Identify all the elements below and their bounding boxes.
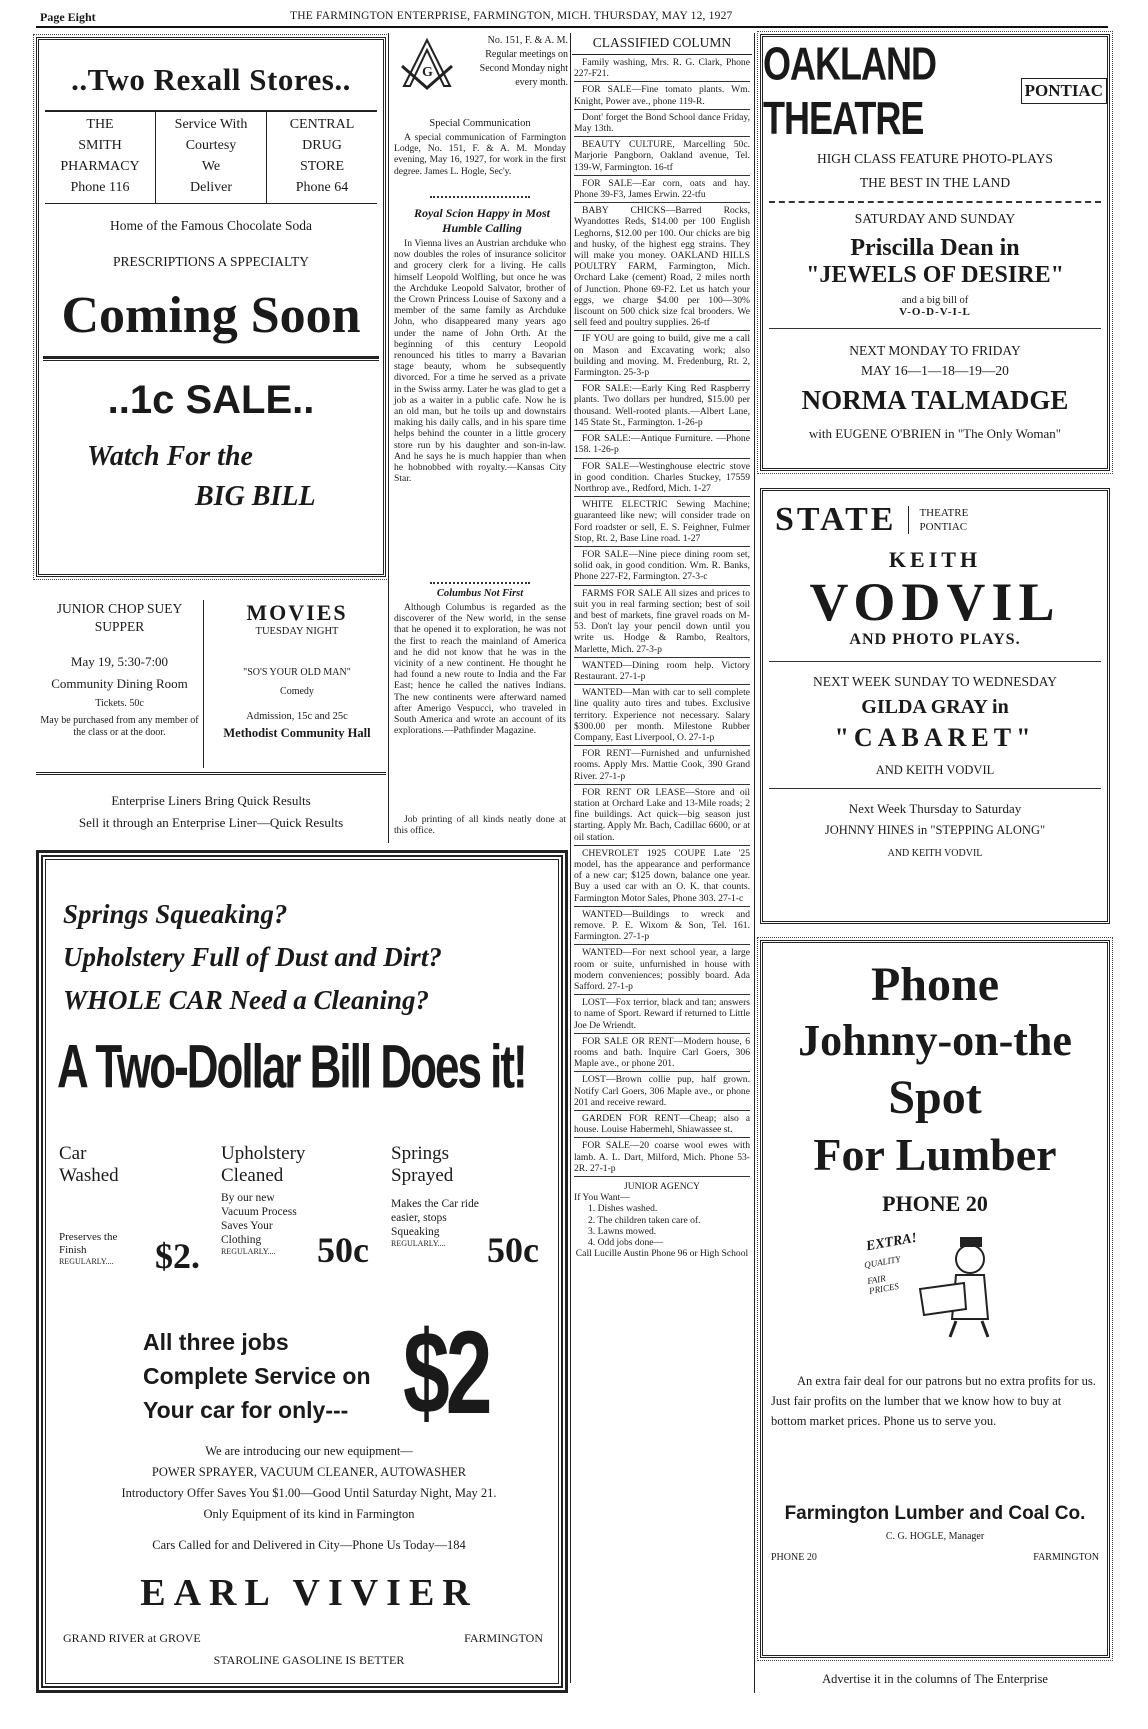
state-title: STATE — [775, 501, 897, 538]
lumber-quality: QUALITY — [863, 1253, 902, 1271]
lodge-head: No. 151, F. & A. M. — [487, 35, 568, 46]
central-line3: STORE — [299, 159, 345, 174]
oakland-line1: HIGH CLASS FEATURE PHOTO-PLAYS — [817, 151, 1053, 166]
classified-ad: CHEVROLET 1925 COUPE Late '25 model, has the appearance and performance of a new car; $125 down, balance one year. Buy a used car with an O. K. that counts. Farmington Motor Sales, Phone 303. 27-1-c — [574, 848, 750, 907]
oakland-bill: and a big bill of — [901, 295, 969, 306]
upholstery-desc: By our new Vacuum Process Saves Your Clothing — [221, 1192, 297, 1246]
header-rule — [36, 26, 1108, 28]
vivier-name: EARL VIVIER — [140, 1572, 478, 1614]
classified-ad: FOR SALE:—Antique Furniture. —Phone 158. 1-26-p — [574, 433, 750, 458]
svg-text:G: G — [422, 65, 433, 80]
advertise-line: Advertise it in the columns of The Enterprise — [822, 1672, 1048, 1686]
service-line3: We — [201, 159, 221, 174]
movies-night: TUESDAY NIGHT — [255, 626, 339, 637]
springs-desc: Makes the Car ride easier, stops Squeaking — [391, 1198, 479, 1238]
special-title: Special Communication — [429, 118, 531, 129]
oakland-theatre-ad — [760, 34, 1110, 471]
lumber-phone-number: PHONE 20 — [882, 1191, 988, 1216]
lumber-text: An extra fair deal for our patrons but no extra profits for us. Just fair profits on the lumber that we know how to buy at bottom market prices. Phone us to serve you. — [771, 1374, 1096, 1428]
vivier-address-row — [63, 1631, 543, 1646]
chop-title: JUNIOR CHOP SUEY SUPPER — [56, 601, 183, 634]
prescriptions: PRESCRIPTIONS A SPPECIALTY — [112, 254, 310, 269]
lumber-company: Farmington Lumber and Coal Co. — [784, 1503, 1086, 1524]
all-line3: Your car for only--- — [143, 1397, 349, 1423]
classified-ad: WANTED—Man with car to sell complete line quality auto tires and tubes. Exclusive territory. Experience not necessary. Salary $300.00 per month. Milestone Rubber Company, East Liverpool, O. 27-1-p — [574, 687, 750, 746]
car-washed-title: Car Washed — [59, 1143, 119, 1186]
movies-admission: Admission, 15c and 25c — [246, 711, 348, 722]
classified-ad: FOR RENT OR LEASE—Store and oil station at Orchard Lake and 13-Mile roads; 2 fine buildings. Act quick—big season just starting. Apply Mr. Bach, Cadillac 6600, or at oil station. — [574, 787, 750, 846]
all-line2: Complete Service on — [143, 1363, 371, 1389]
vivier-h1: Springs Squeaking? — [63, 899, 288, 929]
lumber-illustration — [860, 1229, 1010, 1339]
col-rule-1 — [388, 33, 389, 843]
car-washed-desc: Preserves the Finish — [59, 1231, 118, 1256]
all-three — [143, 1325, 403, 1427]
smith-line1: THE — [86, 117, 114, 132]
col-rule-2 — [570, 33, 571, 1683]
scion-title: Royal Scion Happy in Most Humble Calling — [413, 206, 550, 235]
vivier-ad — [36, 850, 568, 1693]
vivier-addr: GRAND RIVER at GROVE — [63, 1631, 201, 1645]
classified-ad: FARMS FOR SALE All sizes and prices to suit you in real farming section; best of soil and best of markets, fine gravel roads on M-53. Don't lay your pencil down until you write us. Hodge & Rambo, Realtors, Marlette, Mich. 27-3-p — [574, 588, 750, 658]
big-bill: BIG BILL — [195, 481, 316, 512]
classified-ad: LOST—Brown collie pup, half grown. Notify Carl Goers, 306 Maple ave., or phone 201 and receive reward. — [574, 1074, 750, 1111]
chop-note: May be purchased from any member of the class or at the door. — [40, 715, 199, 738]
state-vodvil: VODVIL — [809, 572, 1061, 632]
chop-tickets: Tickets. 50c — [95, 698, 144, 709]
oakland-line2: THE BEST IN THE LAND — [859, 175, 1011, 190]
vivier-info — [53, 1441, 565, 1556]
classified-ad: BABY CHICKS—Barred Rocks, Wyandottes Reds, $14.00 per 100 English Leghorns, $12.00 per 100. Our chicks are big and husky, of the highest egg strains. They will make you money. OAKLAND HILLS POULTRY FARM, Farmington, Mich. Orchard Lake (cement) Road, 2 miles north of Junction. Phone 69-F2. Let us hatch your eggs, we charge $4.00 per 100—30% liscount on 500 chick size fcal brooders. We sell feed and poultry supplies. 26-tf — [574, 205, 750, 331]
lumber-extra: EXTRA! — [865, 1230, 919, 1255]
car-washed-price: $2. — [155, 1236, 200, 1276]
classified-ad: FOR SALE—Westinghouse electric stove in good condition. Charles Stuckey, 17559 Northrop ave., Redford, Mich. 1-27 — [574, 461, 750, 498]
state-photo: AND PHOTO PLAYS. — [849, 631, 1021, 648]
oakland-star2: NORMA TALMADGE — [801, 385, 1069, 415]
classified-ad: Dont' forget the Bond School dance Friday, May 13th. — [574, 112, 750, 137]
state-and: AND KEITH VODVIL — [875, 763, 995, 777]
watch-for: Watch For the — [87, 441, 253, 472]
col-rule-3 — [754, 33, 755, 1693]
smith-line3: PHARMACY — [60, 159, 140, 174]
lumber-town: FARMINGTON — [1033, 1552, 1099, 1563]
vivier-headlines — [63, 893, 563, 1022]
chop-date: May 19, 5:30-7:00 — [70, 654, 169, 669]
classified-ad: WANTED—Dining room help. Victory Restaurant. 27-1-p — [574, 660, 750, 685]
oakland-dates: MAY 16—1—18—19—20 — [861, 363, 1009, 378]
columbus-title: Columbus Not First — [436, 588, 524, 599]
vivier-offer: Introductory Offer Saves You $1.00—Good Until Saturday Night, May 21. — [121, 1486, 497, 1500]
classified-ad: FOR SALE—Nine piece dining room set, solid oak, in good condition. Wm. R. Banks, Phone 227-F2, Farmington. 27-3-c — [574, 549, 750, 586]
classified-ad: FOR SALE:—Early King Red Raspberry plants. Two dollars per hundred, $15.00 per thousand. Well-rooted plants.—Albert Lane, 145 State St., Farmington. 1-26-p — [574, 383, 750, 431]
vivier-h3: WHOLE CAR Need a Cleaning? — [63, 985, 430, 1015]
oakland-line3: SATURDAY AND SUNDAY — [854, 211, 1016, 226]
vivier-price: $2 — [403, 1306, 489, 1438]
special-text: A special communication of Farmington Lodge, No. 151, F. & A. M. Monday evening, May 16, 1927, for work in the first degree. James L. Hogle, Sec'y. — [394, 132, 566, 177]
job-printing: Job printing of all kinds neatly done at this office. — [394, 814, 566, 837]
lumber-phone2: PHONE 20 — [771, 1552, 817, 1563]
liners-line2: Sell it through an Enterprise Liner—Quick Results — [78, 815, 344, 830]
state-keith: KEITH — [888, 547, 982, 572]
vivier-big: A Two-Dollar Bill Does it! — [57, 1033, 526, 1102]
smith-line2: SMITH — [78, 138, 122, 153]
rexall-ad — [36, 37, 386, 577]
central-line1: CENTRAL — [289, 117, 355, 132]
state-next: NEXT WEEK SUNDAY TO WEDNESDAY — [812, 674, 1057, 689]
classified-list — [572, 55, 752, 1177]
upholstery-title: Upholstery Cleaned — [221, 1143, 306, 1186]
smith-phone: Phone 116 — [70, 180, 130, 195]
movies-film: "SO'S YOUR OLD MAN" — [243, 667, 351, 678]
service-line4: Deliver — [190, 180, 232, 195]
oakland-title: OAKLAND THEATRE — [763, 36, 936, 145]
lumber-for: For Lumber — [813, 1129, 1057, 1180]
agency-want: If You Want— — [574, 1192, 630, 1204]
oakland-next: NEXT MONDAY TO FRIDAY — [849, 343, 1021, 358]
oakland-vodvil: V-O-D-V-I-L — [899, 306, 971, 318]
lodge-ad — [464, 34, 568, 90]
classified-ad: FOR SALE—Fine tomato plants. Wm. Knight, Power ave., phone 119-R. — [574, 84, 750, 109]
agency-item-3: 3. Lawns mowed. — [588, 1225, 657, 1237]
lumber-phone-word: Phone — [870, 958, 999, 1011]
vivier-gas: STAROLINE GASOLINE IS BETTER — [213, 1653, 405, 1667]
masthead: THE FARMINGTON ENTERPRISE, FARMINGTON, MICH. THURSDAY, MAY 12, 1927 — [290, 10, 733, 22]
movies-title: MOVIES — [246, 600, 348, 625]
classified-ad: LOST—Fox terrior, black and tan; answers to name of Sport. Reward if returned to Little Joe De Wriendt. — [574, 997, 750, 1034]
springs-reg: REGULARLY.... — [391, 1239, 446, 1248]
car-washed-reg: REGULARLY.... — [59, 1257, 114, 1266]
chop-place: Community Dining Room — [51, 676, 188, 691]
liners-ad — [36, 790, 386, 834]
state-thursday: Next Week Thursday to Saturday — [848, 801, 1022, 816]
state-and2: AND KEITH VODVIL — [887, 848, 983, 859]
classified-ad: FOR RENT—Furnished and unfurnished rooms. Apply Mrs. Mattie Cook, 390 Grand River. 27-1-p — [574, 748, 750, 785]
chocolate-soda: Home of the Famous Chocolate Soda — [109, 218, 313, 233]
upholstery-cleaned — [221, 1143, 391, 1270]
rexall-title: ..Two Rexall Stores.. — [71, 62, 351, 97]
one-cent-sale: ..1c SALE.. — [107, 378, 315, 422]
upholstery-price: 50c — [317, 1230, 369, 1270]
classified-ad: WANTED—For next school year, a large room or suite, unfurnished in house with modern conveniences; possibly board. Ada Safford. 27-1-p — [574, 947, 750, 995]
classified-ad: FOR SALE OR RENT—Modern house, 6 rooms and bath. Inquire Carl Goers, 306 Maple ave., or phone 201. — [574, 1036, 750, 1073]
liners-line1: Enterprise Liners Bring Quick Results — [111, 793, 311, 808]
state-johnny: JOHNNY HINES in "STEPPING ALONG" — [824, 823, 1046, 837]
scion-text: In Vienna lives an Austrian archduke who now doubles the roles of insurance solicitor and grocery clerk for a living. He calls himself Leopold Wolfling, but once he was the Archduke Leopold Salvator, brother of the Crown Princess Louise of Saxony and a member of the same family as Archduke John, who disappeared many years ago under the name of John Orth. At the beginning of this century Leopold renounced his titles to marry a Bavarian stage beauty, whom he subsequently divorced. For a time he served as a private in the Swiss army. Later he was glad to get a job as a waiter in a public cafe. Now he is an old man, but he toils up and downstairs making his daily calls, and in his spare time helps behind the counter in a little grocery store run by his daughter and son-in-law. And he says he is much happier than when he hobnobbed with royalty.—Kansas City Star. — [394, 238, 566, 485]
page-number: Page Eight — [40, 10, 96, 24]
vivier-intro: We are introducing our new equipment— — [205, 1444, 413, 1458]
lodge-meetings: Regular meetings on Second Monday night every month. — [479, 49, 568, 88]
service-line2: Courtesy — [185, 138, 237, 153]
oakland-film1: "JEWELS OF DESIRE" — [806, 262, 1064, 288]
springs-title: Springs Sprayed — [391, 1143, 454, 1186]
state-theatre-word: THEATRE — [919, 507, 969, 519]
classified-column — [572, 33, 752, 1693]
classified-ad: FOR SALE—Ear corn, oats and hay. Phone 39-F3, James Erwin. 22-tfu — [574, 178, 750, 203]
agency-title: JUNIOR AGENCY — [624, 1181, 700, 1193]
movies-ad — [208, 600, 386, 768]
vivier-called: Cars Called for and Delivered in City—Phone Us Today—184 — [152, 1538, 466, 1552]
vivier-equip: POWER SPRAYER, VACUUM CLEANER, AUTOWASHER — [151, 1465, 467, 1479]
central-line2: DRUG — [302, 138, 342, 153]
central-phone: Phone 64 — [295, 180, 349, 195]
lumber-manager: C. G. HOGLE, Manager — [885, 1531, 985, 1542]
all-line1: All three jobs — [143, 1329, 289, 1355]
columbus-text: Although Columbus is regarded as the discoverer of the New world, in the sense that he opened it to exploration, he was not the first to reach the mainland of America and he did not know that he was in the vicinity of a new continent. He thought he had found a new route to India and the Far East; hence he called the natives Indians. The new continents were afterward named after Amerigo Vespucci, who traveled in South America and wrote an account of its explorations.—Pathfinder Magazine. — [394, 602, 566, 737]
oakland-city: PONTIAC — [1021, 78, 1107, 104]
chop-suey-ad — [36, 600, 204, 768]
springs-price: 50c — [487, 1230, 539, 1270]
junior-agency — [572, 1179, 752, 1259]
lumber-johnny: Johnny-on-the — [798, 1016, 1072, 1065]
classified-title: CLASSIFIED COLUMN — [572, 33, 752, 55]
springs-sprayed — [391, 1143, 561, 1270]
lumber-spot: Spot — [888, 1071, 982, 1124]
classified-ad: WHITE ELECTRIC Sewing Machine; guaranteed like new; will consider trade on Ford roadster or sell, E. S. Feighner, Fulmer Stop, Rt. 2, Base Line road. 1-27 — [574, 499, 750, 547]
vivier-town: FARMINGTON — [464, 1631, 543, 1645]
vivier-h2: Upholstery Full of Dust and Dirt? — [63, 942, 442, 972]
service-line1: Service With — [174, 117, 248, 132]
masonic-emblem — [396, 36, 458, 92]
state-film: "CABARET" — [834, 723, 1036, 752]
square-compass-icon — [396, 36, 458, 92]
movies-place: Methodist Community Hall — [223, 726, 371, 740]
agency-item-4: 4. Odd jobs done— — [588, 1237, 664, 1249]
coming-soon: Coming Soon — [61, 287, 361, 344]
state-star: GILDA GRAY in — [861, 696, 1009, 718]
upholstery-reg: REGULARLY.... — [221, 1247, 276, 1256]
rule-1 — [36, 772, 386, 775]
oakland-star1: Priscilla Dean in — [850, 235, 1020, 261]
classified-ad: FOR SALE—20 coarse wool ewes with lamb. A. L. Dart, Milford, Mich. Phone 53-2R. 27-1-p — [574, 1140, 750, 1177]
state-city: PONTIAC — [919, 521, 968, 533]
classified-ad: Family washing, Mrs. R. G. Clark, Phone 227-F21. — [574, 57, 750, 82]
oakland-with: with EUGENE O'BRIEN in "The Only Woman" — [808, 426, 1062, 441]
state-theatre-ad — [760, 488, 1110, 924]
agency-call: Call Lucille Austin Phone 96 or High School — [575, 1248, 749, 1260]
classified-ad: BEAUTY CULTURE, Marcelling 50c. Marjorie Pangborn, Oakland avenue, Tel. 139-W, Farmington. 16-tf — [574, 139, 750, 176]
classified-ad: IF YOU are going to build, give me a call on Mason and Excavating work; also building and moving. M. Fredenburg, Rt. 2, Farmington. 25-3-p — [574, 333, 750, 381]
car-washed — [59, 1143, 219, 1276]
agency-item-1: 1. Dishes washed. — [588, 1203, 658, 1215]
lumber-ad — [760, 940, 1110, 1658]
lumber-fair: FAIR PRICES — [866, 1273, 900, 1296]
agency-item-2: 2. The children taken care of. — [588, 1214, 701, 1226]
movies-kind: Comedy — [280, 686, 314, 697]
classified-ad: GARDEN FOR RENT—Cheap; also a house. Louise Habermehl, Shiawassee st. — [574, 1113, 750, 1138]
classified-ad: WANTED—Buildings to wreck and remove. P. E. Wixom & Son, Tel. 161. Farmington. 27-1-p — [574, 909, 750, 946]
vivier-only: Only Equipment of its kind in Farmington — [203, 1507, 415, 1521]
